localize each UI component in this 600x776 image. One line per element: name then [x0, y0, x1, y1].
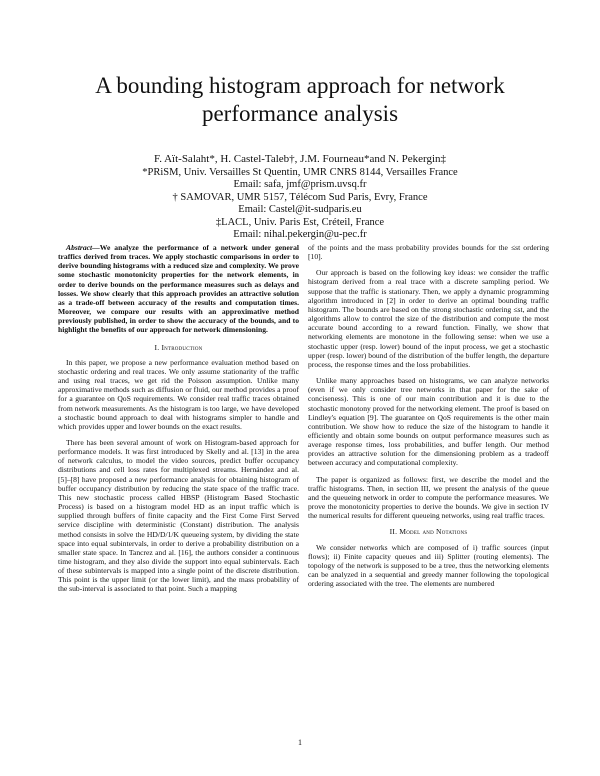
- affiliation-3: ‡LACL, Univ. Paris Est, Créteil, France: [215, 216, 385, 228]
- affiliation-1: *PRiSM, Univ. Versailles St Quentin, UMR CNRS 8144, Versailles France: [142, 166, 458, 178]
- section-heading-introduction: I. Introduction: [154, 342, 203, 352]
- right-column: [308, 243, 549, 595]
- email-1: Email: safa, jmf@prism.uvsq.fr: [233, 179, 367, 190]
- model-paragraph-1: We consider networks which are composed of i) traffic sources (input flows); ii) Finite capacity queues and iii) Splitter (routing elements). The topology of the network is supposed to be a tree, thus the networking elements can be analyzed in a sequential and greedy manner following the topological ordering associated with the tree. The elements are numbered: [308, 542, 549, 589]
- author-names: F. Aït-Salaht*, H. Castel-Taleb†, J.M. Fourneau*and N. Pekergin‡: [153, 153, 447, 165]
- left-column: [58, 243, 299, 601]
- abstract-label: Abstract: [66, 243, 93, 252]
- author-block: [60, 153, 540, 242]
- email-3: Email: nihal.pekergin@u-pec.fr: [233, 229, 367, 240]
- paper-title: A bounding histogram approach for network performance analysis: [95, 73, 505, 126]
- section-heading-model: II. Model and Notations: [389, 527, 468, 537]
- intro-paragraph-6: The paper is organized as follows: first, we describe the model and the traffic histograms. Then, in section III, we present the analysis of the queue and the queueing network in order to compute the performance measures. We prove the monotonicity properties to derive the bounds. We give in section IV the numerical results for different queueing networks, using real traffic traces.: [308, 474, 549, 521]
- intro-paragraph-2: There has been several amount of work on Histogram-based approach for performance models. It was first introduced by Skelly and al. [13] in the area of network calculus, to model the video sources, predict buffer occupancy distributions and cell loss rates for multiplexed streams. Hernández and al. [5]–[8] have proposed a new performance analysis for obtaining histogram of buffer occupancy distribution by reducing the state space of the traffic trace. This new stochastic process called HBSP (Histogram Based Stochastic Process) is based on a histogram model HD as an input traffic which is supplied through buffers of finite capacity and the First Come First Served service discipline with deterministic (Constant) distribution. The analysis method consists in solve the HD/D/1/K queueing system, by dividing the state space into equal subintervals, in order to derive a probability distribution on a smaller state space. In Tancrez and al. [16], the authors consider a continuous time histogram, and they also divide the support into equal subintervals. Each of these subintervals is mapped into a single point of the discrete distribution. This point is the upper limit (or the lower limit), and the mass probability of the sub-interval is associated to that point. Such a mapping: [58, 437, 299, 594]
- page-number: 1: [298, 738, 302, 747]
- intro-paragraph-5: Unlike many approaches based on histograms, we can analyze networks (even if we only consider tree networks in that paper for the sake of conciseness). This is one of our main contribution and it is due to the stochastic monotony proved for the networking element. The proof is based on Lindley's equation [9]. The guarantee on QoS requirements is the other main contribution. We show how to reduce the size of the histogram to handle it efficiently and obtain some bounds on output performance measures such as average response times, loss probabilities, and buffer length. Our method provides an attractive solution for the dimensioning problem as a tradeoff between accuracy and computational complexity.: [308, 376, 549, 468]
- intro-paragraph-1: In this paper, we propose a new performance evaluation method based on stochastic ordering and real traces. We only assume stationarity of the traffic and using real traces, we get rid the Poisson assumption. Unlike many approximative methods such as diffusion or fluid, our method provides a proof for a guarantee on QoS requirements. We consider real traffic traces obtained from network measurements. As the histogram is too large, we have developed a stochastic bound approach to deal with histograms simpler to handle and which provides upper and lower bounds on the exact results.: [58, 357, 299, 431]
- intro-paragraph-3: of the points and the mass probability provides bounds for the ≤st ordering [10].: [308, 243, 549, 262]
- email-2: Email: Castel@it-sudparis.eu: [238, 204, 362, 215]
- abstract-text: —We analyze the performance of a network under general traffics derived from traces. We apply stochastic comparisons in order to derive bounding histograms with a reduced size and complexity. We prove some stochastic monotonicity properties for the network elements, in order to derive bounds on the performance measures such as delays and losses. We show clearly that this approach provides an attractive solution as a trade-off between accuracy of the results and computation times. Moreover, we compare our results with an approximative method previously published, in order to show the accuracy of the bounds, and to highlight the benefits of our approach for network dimensioning.: [58, 243, 299, 335]
- intro-paragraph-4: Our approach is based on the following key ideas: we consider the traffic histogram derived from a real trace with a discrete sampling period. We suppose that the traffic is stationary. Then, we apply a dynamic programming algorithm introduced in [2] in order to derive an optimal bounding traffic histogram. The bounds are based on the strong stochastic ordering ≤st, and the algorithms allow to control the size of the distribution and compute the most accurate bound according to a reward function. Finally, we show that networking elements are monotone in the following sense: when we use a stochastic upper (resp. lower) bound of the input process, we get a stochastic upper (resp. lower) bound of the distribution of the buffer length, the departure process, the response times and the loss probabilities.: [308, 268, 549, 369]
- affiliation-2: † SAMOVAR, UMR 5157, Télécom Sud Paris, Evry, France: [172, 191, 428, 203]
- abstract: [58, 243, 299, 335]
